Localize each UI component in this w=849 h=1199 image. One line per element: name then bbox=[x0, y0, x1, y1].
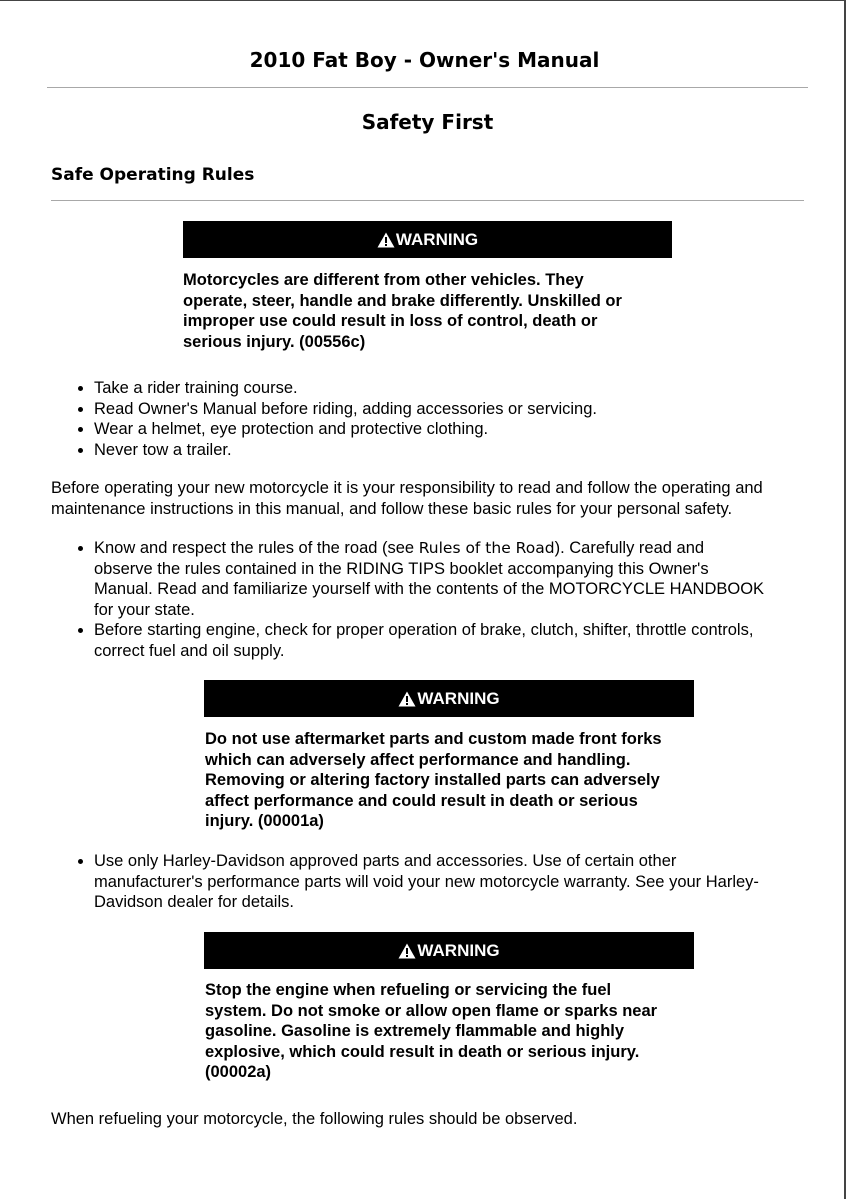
list-item-text: manufacturer's performance parts will void your new motorcycle warranty. See your Harley- bbox=[94, 872, 759, 891]
refueling-intro-paragraph: When refueling your motorcycle, the following rules should be observed. bbox=[51, 1110, 578, 1128]
warning-line: affect performance and could result in death or serious bbox=[205, 791, 638, 810]
warning-triangle-icon bbox=[398, 943, 416, 959]
warning-message bbox=[205, 980, 657, 1083]
warning-line: injury. (00001a) bbox=[205, 812, 324, 831]
document-title: 2010 Fat Boy - Owner's Manual bbox=[249, 48, 600, 72]
intro-paragraph bbox=[51, 478, 763, 519]
list-item: • Never tow a trailer. bbox=[94, 440, 597, 461]
warning-line: system. Do not smoke or allow open flame or sparks near bbox=[205, 1001, 658, 1020]
warning-triangle-icon bbox=[398, 691, 416, 707]
warning-triangle-icon bbox=[377, 232, 395, 248]
parts-rules-list bbox=[51, 851, 759, 913]
subsection-title: Safe Operating Rules bbox=[51, 165, 255, 185]
list-item-text: Know and respect the rules of the road (see bbox=[94, 539, 419, 557]
warning-banner bbox=[204, 680, 694, 717]
list-item-text: correct fuel and oil supply. bbox=[94, 641, 285, 660]
paragraph-line: maintenance instructions in this manual, and follow these basic rules for your personal safety. bbox=[51, 499, 733, 518]
paragraph-line: Before operating your new motorcycle it is your responsibility to read and follow the operating and bbox=[51, 479, 763, 497]
list-item: • Take a rider training course. bbox=[94, 378, 597, 399]
list-item-text: Manual. Read and familiarize yourself with the contents of the MOTORCYCLE HANDBOOK bbox=[94, 580, 765, 599]
warning-line: which can adversely affect performance and handling. bbox=[205, 750, 631, 769]
list-item bbox=[94, 620, 764, 661]
warning-label: WARNING bbox=[417, 940, 500, 960]
list-item bbox=[94, 851, 759, 913]
warning-line: operate, steer, handle and brake differently. Unskilled or bbox=[183, 291, 622, 310]
warning-message bbox=[183, 270, 622, 352]
warning-line: improper use could result in loss of control, death or bbox=[183, 312, 598, 331]
list-item-text: Davidson dealer for details. bbox=[94, 893, 294, 912]
warning-line: gasoline. Gasoline is extremely flammable and highly bbox=[205, 1022, 625, 1041]
warning-label: WARNING bbox=[395, 229, 479, 249]
subsection-divider bbox=[51, 200, 804, 201]
warning-line: serious injury. (00556c) bbox=[183, 332, 366, 351]
warning-line: explosive, which could result in death or serious injury. bbox=[205, 1042, 640, 1061]
title-divider bbox=[47, 87, 808, 88]
section-title: Safety First bbox=[361, 110, 494, 134]
warning-line: Stop the engine when refueling or servicing the fuel bbox=[205, 981, 612, 999]
list-item-text: Use only Harley-Davidson approved parts and accessories. Use of certain other bbox=[94, 852, 677, 870]
warning-line: (00002a) bbox=[205, 1063, 272, 1082]
list-item-text: observe the rules contained in the RIDING TIPS booklet accompanying this Owner's bbox=[94, 559, 709, 578]
list-item bbox=[94, 538, 764, 620]
warning-label: WARNING bbox=[417, 688, 500, 708]
basic-rules-list bbox=[51, 538, 764, 662]
warning-message bbox=[205, 729, 662, 832]
rules-of-the-road-link[interactable]: Rules of the Road bbox=[418, 539, 555, 557]
warning-banner bbox=[183, 221, 672, 258]
list-item: • Wear a helmet, eye protection and protective clothing. bbox=[94, 419, 597, 440]
list-item-text: ). Carefully read and bbox=[554, 539, 705, 557]
warning-banner bbox=[204, 932, 694, 969]
list-item: • Read Owner's Manual before riding, adding accessories or servicing. bbox=[94, 399, 597, 420]
warning-line: Motorcycles are different from other vehicles. They bbox=[183, 271, 584, 289]
warning-line: Removing or altering factory installed parts can adversely bbox=[205, 771, 660, 790]
list-item-text: for your state. bbox=[94, 600, 195, 619]
warning-line: Do not use aftermarket parts and custom made front forks bbox=[205, 730, 662, 748]
safety-rules-list bbox=[51, 378, 597, 460]
list-item-text: Before starting engine, check for proper operation of brake, clutch, shifter, throttle controls, bbox=[94, 621, 754, 640]
